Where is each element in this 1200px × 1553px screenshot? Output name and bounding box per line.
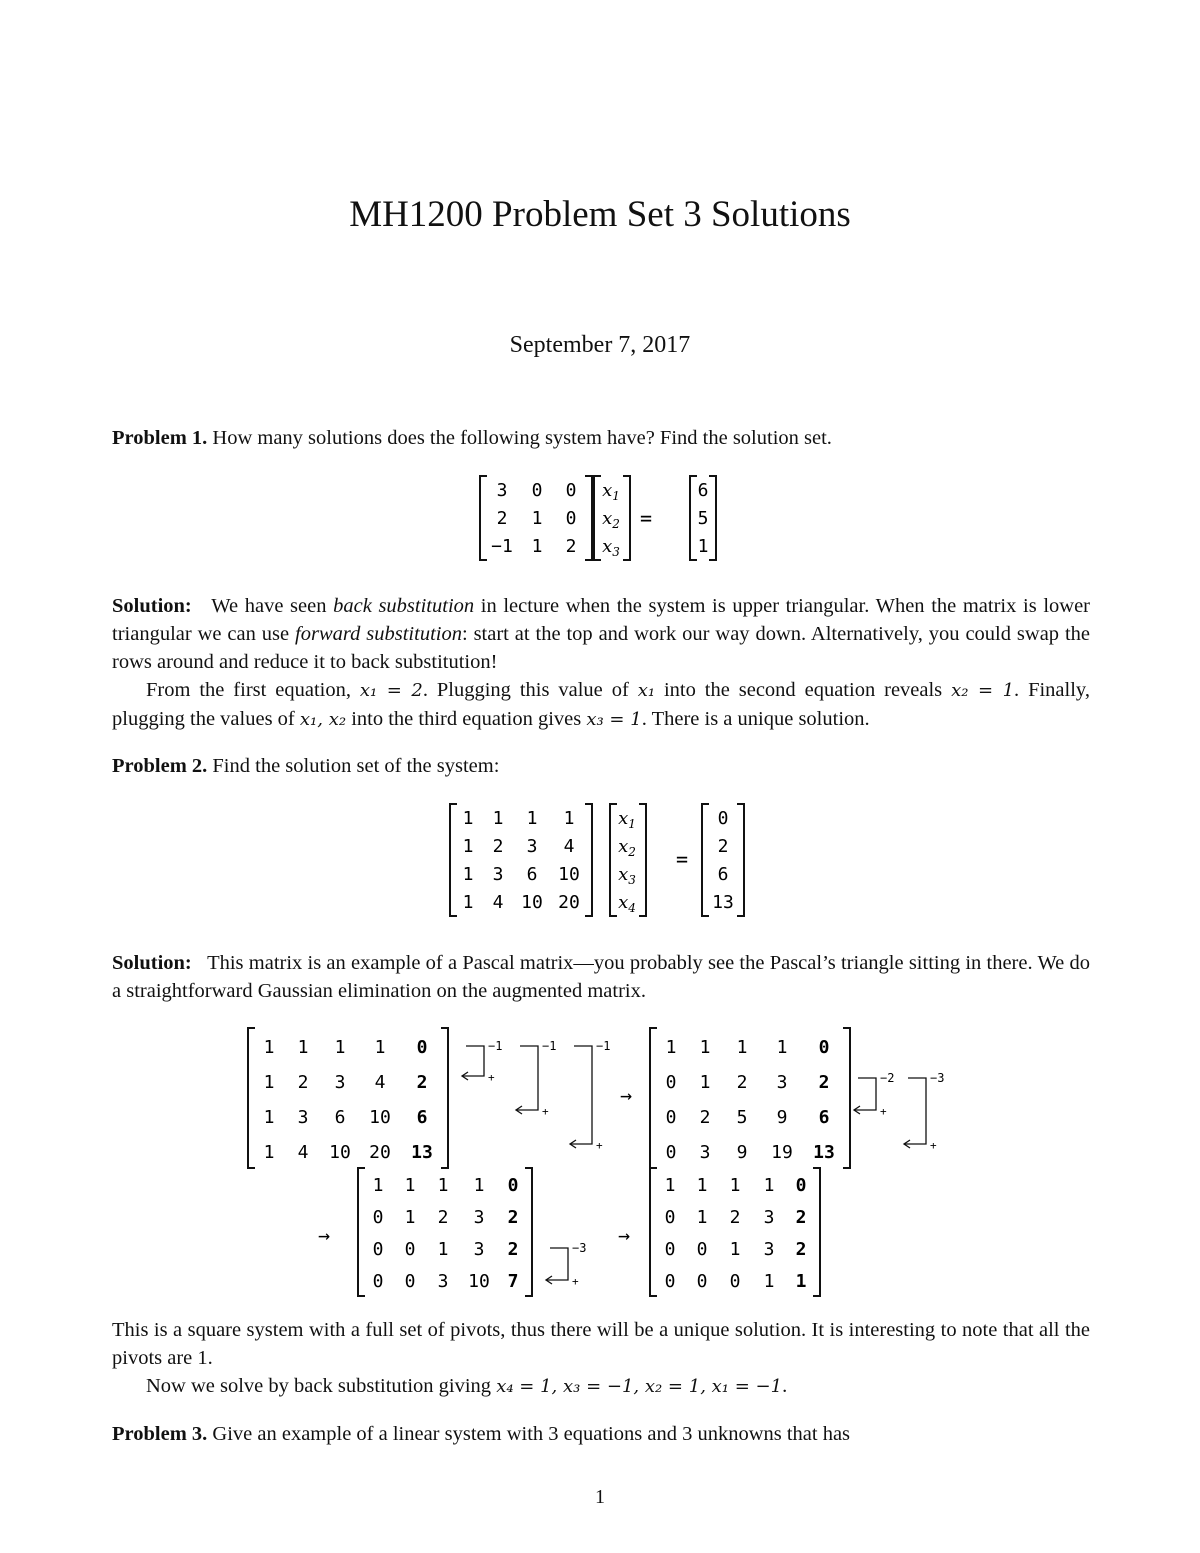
row-op-plus: + <box>596 1139 603 1152</box>
variable-entry: $x_4$ <box>618 892 636 916</box>
row-operations-1 <box>462 1039 610 1152</box>
problem-2-rhs <box>702 804 744 916</box>
variable-entry: $x_2$ <box>602 508 620 532</box>
augmented-matrix-3 <box>358 1168 532 1296</box>
problem-2-statement <box>112 752 1090 780</box>
solution-2-label: Solution: <box>112 952 192 974</box>
matrix-entry: 13 <box>712 892 734 914</box>
text-span: . <box>782 1375 788 1397</box>
matrix-entry: 6 <box>334 1107 346 1129</box>
row-op-plus: + <box>542 1105 549 1118</box>
matrix-entry: 1 <box>437 1175 449 1197</box>
matrix-entry: 3 <box>763 1207 775 1229</box>
bracket <box>450 804 457 916</box>
matrix-entry: 6 <box>697 480 709 502</box>
row-op-line <box>462 1046 484 1076</box>
matrix-entry: 9 <box>736 1142 748 1164</box>
text-span: . There is a unique solution. <box>641 708 870 730</box>
text-span: into the second equation reveals <box>663 679 943 701</box>
matrix-entry: 2 <box>818 1072 830 1094</box>
row-op-plus: + <box>880 1105 887 1118</box>
matrix-entry: 10 <box>369 1107 391 1129</box>
bracket <box>480 476 487 560</box>
text-span: : start at the top and work our way down. Alternatively, you could swap the rows around and reduce it to back substitution! <box>112 623 1091 673</box>
emphasis-forward-substitution: forward substitution <box>295 623 462 645</box>
variable-entry: $x_1$ <box>618 808 636 832</box>
bracket <box>248 1028 255 1168</box>
matrix-entry: 0 <box>795 1175 807 1197</box>
text-span: in lecture when the system is upper triangular. When the matrix is lower triangular we can use <box>112 595 1090 645</box>
matrix-entry: 4 <box>492 892 504 914</box>
matrix-entry: 1 <box>697 536 709 558</box>
matrix-entry: 0 <box>665 1072 677 1094</box>
matrix-entry: 1 <box>334 1037 346 1059</box>
solution-2-back-substitution <box>112 1372 1090 1401</box>
bracket <box>709 476 716 560</box>
matrix-entry: 1 <box>736 1037 748 1059</box>
matrix-entry: 3 <box>526 836 538 858</box>
matrix-entry: 1 <box>563 808 575 830</box>
problem-3-statement <box>112 1420 1090 1448</box>
row-op-plus: + <box>488 1071 495 1084</box>
problem-2-text: Find the solution set of the system: <box>212 755 500 777</box>
gaussian-elimination-steps <box>240 1020 960 1300</box>
matrix-entry: 1 <box>665 1037 677 1059</box>
matrix-entry: 0 <box>565 508 577 530</box>
matrix-entry: 1 <box>492 808 504 830</box>
math-inline: x₁ = 2 <box>359 680 423 701</box>
matrix-entry: 6 <box>717 864 729 886</box>
step-arrow: → <box>619 1083 633 1107</box>
matrix-entry: 10 <box>468 1271 490 1293</box>
row-operations-3 <box>546 1241 586 1288</box>
matrix-entry: 3 <box>699 1142 711 1164</box>
matrix-entry: 2 <box>437 1207 449 1229</box>
variable-entry: $x_3$ <box>618 864 636 888</box>
row-op-multiplier: −3 <box>930 1071 945 1085</box>
matrix-entry: 3 <box>763 1239 775 1261</box>
matrix-entry: 0 <box>696 1271 708 1293</box>
matrix-entry: 3 <box>496 480 508 502</box>
row-op-multiplier: −3 <box>572 1241 587 1255</box>
matrix-entry: 1 <box>729 1175 741 1197</box>
matrix-entry: 3 <box>776 1072 788 1094</box>
matrix-entry: 2 <box>492 836 504 858</box>
math-inline: x₃ = 1 <box>586 709 642 730</box>
matrix-entry: 0 <box>404 1239 416 1261</box>
variable-entry: $x_1$ <box>602 480 620 504</box>
matrix-entry: 0 <box>507 1175 519 1197</box>
problem-1-text: How many solutions does the following system have? Find the solution set. <box>212 427 832 449</box>
page-number: 1 <box>595 1486 605 1508</box>
matrix-entry: 0 <box>565 480 577 502</box>
text-span: Now we solve by back substitution giving <box>146 1375 492 1397</box>
text-span: . Plugging this value of <box>422 679 629 701</box>
matrix-entry: 1 <box>526 808 538 830</box>
matrix-entry: 2 <box>699 1107 711 1129</box>
matrix-entry: 13 <box>411 1142 433 1164</box>
bracket <box>585 476 592 560</box>
matrix-entry: 2 <box>507 1207 519 1229</box>
matrix-entry: 6 <box>526 864 538 886</box>
augmented-matrix-2 <box>650 1028 850 1168</box>
variable-entry: $x_3$ <box>602 536 620 560</box>
matrix-entry: 1 <box>263 1107 275 1129</box>
page-title: MH1200 Problem Set 3 Solutions <box>349 194 851 235</box>
matrix-entry: 0 <box>717 808 729 830</box>
math-inline: x₂ = 1 <box>951 680 1015 701</box>
matrix-entry: 1 <box>404 1175 416 1197</box>
solution-1-label: Solution: <box>112 595 192 617</box>
matrix-entry: 1 <box>462 836 474 858</box>
matrix-entry: 1 <box>776 1037 788 1059</box>
matrix-entry: 3 <box>437 1271 449 1293</box>
bracket <box>639 804 646 916</box>
solution-2-paragraph <box>112 949 1090 1005</box>
matrix-entry: 9 <box>776 1107 788 1129</box>
problem-2-variables <box>610 804 646 916</box>
text-span: This matrix is an example of a Pascal matrix—you probably see the Pascal’s triangle sitting in there. We do a straightforward Gaussian elimination on the augmented matrix. <box>112 952 1090 1002</box>
matrix-entry: 1 <box>462 864 474 886</box>
row-op-multiplier: −2 <box>880 1071 895 1085</box>
matrix-entry: 1 <box>699 1037 711 1059</box>
matrix-entry: 1 <box>531 536 543 558</box>
problem-2-label: Problem 2. <box>112 755 208 777</box>
matrix-entry: 1 <box>729 1239 741 1261</box>
problem-1-statement <box>112 424 1090 452</box>
matrix-entry: 19 <box>771 1142 793 1164</box>
step-arrow: → <box>617 1223 631 1247</box>
bracket <box>843 1028 850 1168</box>
bracket <box>737 804 744 916</box>
matrix-entry: 0 <box>372 1239 384 1261</box>
text-span: into the third equation gives <box>351 708 582 730</box>
matrix-entry: 20 <box>369 1142 391 1164</box>
matrix-entry: 1 <box>699 1072 711 1094</box>
problem-1-variables <box>594 476 630 560</box>
math-inline: x₁ <box>637 680 656 701</box>
matrix-entry: 3 <box>334 1072 346 1094</box>
matrix-entry: 0 <box>372 1207 384 1229</box>
matrix-entry: 1 <box>263 1142 275 1164</box>
matrix-entry: 5 <box>697 508 709 530</box>
matrix-entry: 1 <box>372 1175 384 1197</box>
problem-2-system <box>440 800 760 920</box>
text-span: We have seen <box>211 595 327 617</box>
matrix-entry: 0 <box>665 1107 677 1129</box>
matrix-entry: 4 <box>374 1072 386 1094</box>
matrix-entry: 2 <box>729 1207 741 1229</box>
matrix-entry: 0 <box>664 1239 676 1261</box>
bracket <box>650 1028 657 1168</box>
matrix-entry: 2 <box>565 536 577 558</box>
document-date: September 7, 2017 <box>509 332 691 358</box>
matrix-entry: 1 <box>696 1175 708 1197</box>
matrix-entry: 7 <box>507 1271 519 1293</box>
matrix-entry: 2 <box>416 1072 428 1094</box>
math-inline: x₁, x₂ <box>299 709 347 730</box>
problem-3-text: Give an example of a linear system with 3 equations and 3 unknowns that has <box>212 1423 851 1445</box>
matrix-entry: 10 <box>329 1142 351 1164</box>
matrix-entry: 2 <box>795 1239 807 1261</box>
matrix-entry: 1 <box>763 1271 775 1293</box>
row-op-line <box>904 1078 926 1144</box>
matrix-entry: 0 <box>372 1271 384 1293</box>
matrix-entry: 0 <box>531 480 543 502</box>
solution-1-paragraph-2 <box>112 676 1090 734</box>
text-span: From the first equation, <box>146 679 351 701</box>
matrix-entry: 13 <box>813 1142 835 1164</box>
row-op-line <box>516 1046 538 1110</box>
matrix-entry: 0 <box>404 1271 416 1293</box>
row-op-line <box>570 1046 592 1144</box>
matrix-entry: 5 <box>736 1107 748 1129</box>
emphasis-back-substitution: back substitution <box>333 595 475 617</box>
row-op-multiplier: −1 <box>596 1039 611 1053</box>
problem-1-rhs <box>690 476 716 560</box>
matrix-entry: 0 <box>416 1037 428 1059</box>
matrix-entry: 2 <box>717 836 729 858</box>
augmented-matrix-1 <box>248 1028 448 1168</box>
matrix-entry: 3 <box>473 1207 485 1229</box>
matrix-entry: 1 <box>763 1175 775 1197</box>
matrix-entry: 2 <box>507 1239 519 1261</box>
step-arrow: → <box>317 1223 331 1247</box>
matrix-entry: 1 <box>531 508 543 530</box>
row-op-line <box>854 1078 876 1110</box>
text-span: . Finally, plugging the values of <box>112 679 1090 730</box>
row-op-line <box>546 1248 568 1280</box>
row-operations-2 <box>854 1071 944 1152</box>
matrix-entry: 1 <box>374 1037 386 1059</box>
bracket <box>585 804 592 916</box>
row-op-plus: + <box>572 1275 579 1288</box>
bracket <box>623 476 630 560</box>
row-op-multiplier: −1 <box>488 1039 503 1053</box>
problem-1-system <box>470 472 730 564</box>
matrix-entry: 6 <box>818 1107 830 1129</box>
matrix-entry: 1 <box>462 892 474 914</box>
matrix-entry: 0 <box>665 1142 677 1164</box>
math-inline: x₄ = 1, x₃ = −1, x₂ = 1, x₁ = −1 <box>496 1376 783 1397</box>
solution-2-conclusion: This is a square system with a full set of pivots, thus there will be a unique solution. It is interesting to note that all the pivots are 1. <box>112 1319 1090 1369</box>
bracket <box>594 476 601 560</box>
equals-sign: = <box>640 506 653 530</box>
matrix-entry: 1 <box>263 1037 275 1059</box>
matrix-entry: 2 <box>297 1072 309 1094</box>
matrix-entry: 0 <box>664 1207 676 1229</box>
bracket <box>525 1168 532 1296</box>
matrix-entry: 20 <box>558 892 580 914</box>
row-op-plus: + <box>930 1139 937 1152</box>
matrix-entry: 1 <box>664 1175 676 1197</box>
equals-sign: = <box>676 847 689 871</box>
matrix-entry: 1 <box>404 1207 416 1229</box>
row-op-multiplier: −1 <box>542 1039 557 1053</box>
matrix-entry: 3 <box>297 1107 309 1129</box>
bracket <box>690 476 697 560</box>
matrix-entry: 1 <box>297 1037 309 1059</box>
matrix-entry: 0 <box>664 1271 676 1293</box>
matrix-entry: 1 <box>437 1239 449 1261</box>
matrix-entry: 1 <box>473 1175 485 1197</box>
problem-2-matrix <box>450 804 592 916</box>
augmented-matrix-4 <box>650 1168 820 1296</box>
bracket <box>650 1168 657 1296</box>
matrix-entry: 1 <box>462 808 474 830</box>
matrix-entry: 4 <box>563 836 575 858</box>
matrix-entry: 2 <box>496 508 508 530</box>
matrix-entry: 10 <box>558 864 580 886</box>
matrix-entry: 0 <box>729 1271 741 1293</box>
bracket <box>702 804 709 916</box>
matrix-entry: 4 <box>297 1142 309 1164</box>
matrix-entry: 3 <box>473 1239 485 1261</box>
matrix-entry: 3 <box>492 864 504 886</box>
variable-entry: $x_2$ <box>618 836 636 860</box>
matrix-entry: −1 <box>491 536 513 558</box>
problem-3-label: Problem 3. <box>112 1423 208 1445</box>
bracket <box>358 1168 365 1296</box>
matrix-entry: 0 <box>696 1239 708 1261</box>
problem-1-label: Problem 1. <box>112 427 208 449</box>
problem-1-matrix <box>480 476 592 560</box>
bracket <box>813 1168 820 1296</box>
bracket <box>441 1028 448 1168</box>
matrix-entry: 0 <box>818 1037 830 1059</box>
matrix-entry: 10 <box>521 892 543 914</box>
matrix-entry: 1 <box>696 1207 708 1229</box>
solution-1-paragraph-1 <box>112 592 1090 676</box>
matrix-entry: 6 <box>416 1107 428 1129</box>
matrix-entry: 1 <box>263 1072 275 1094</box>
bracket <box>610 804 617 916</box>
matrix-entry: 2 <box>736 1072 748 1094</box>
matrix-entry: 1 <box>795 1271 807 1293</box>
matrix-entry: 2 <box>795 1207 807 1229</box>
